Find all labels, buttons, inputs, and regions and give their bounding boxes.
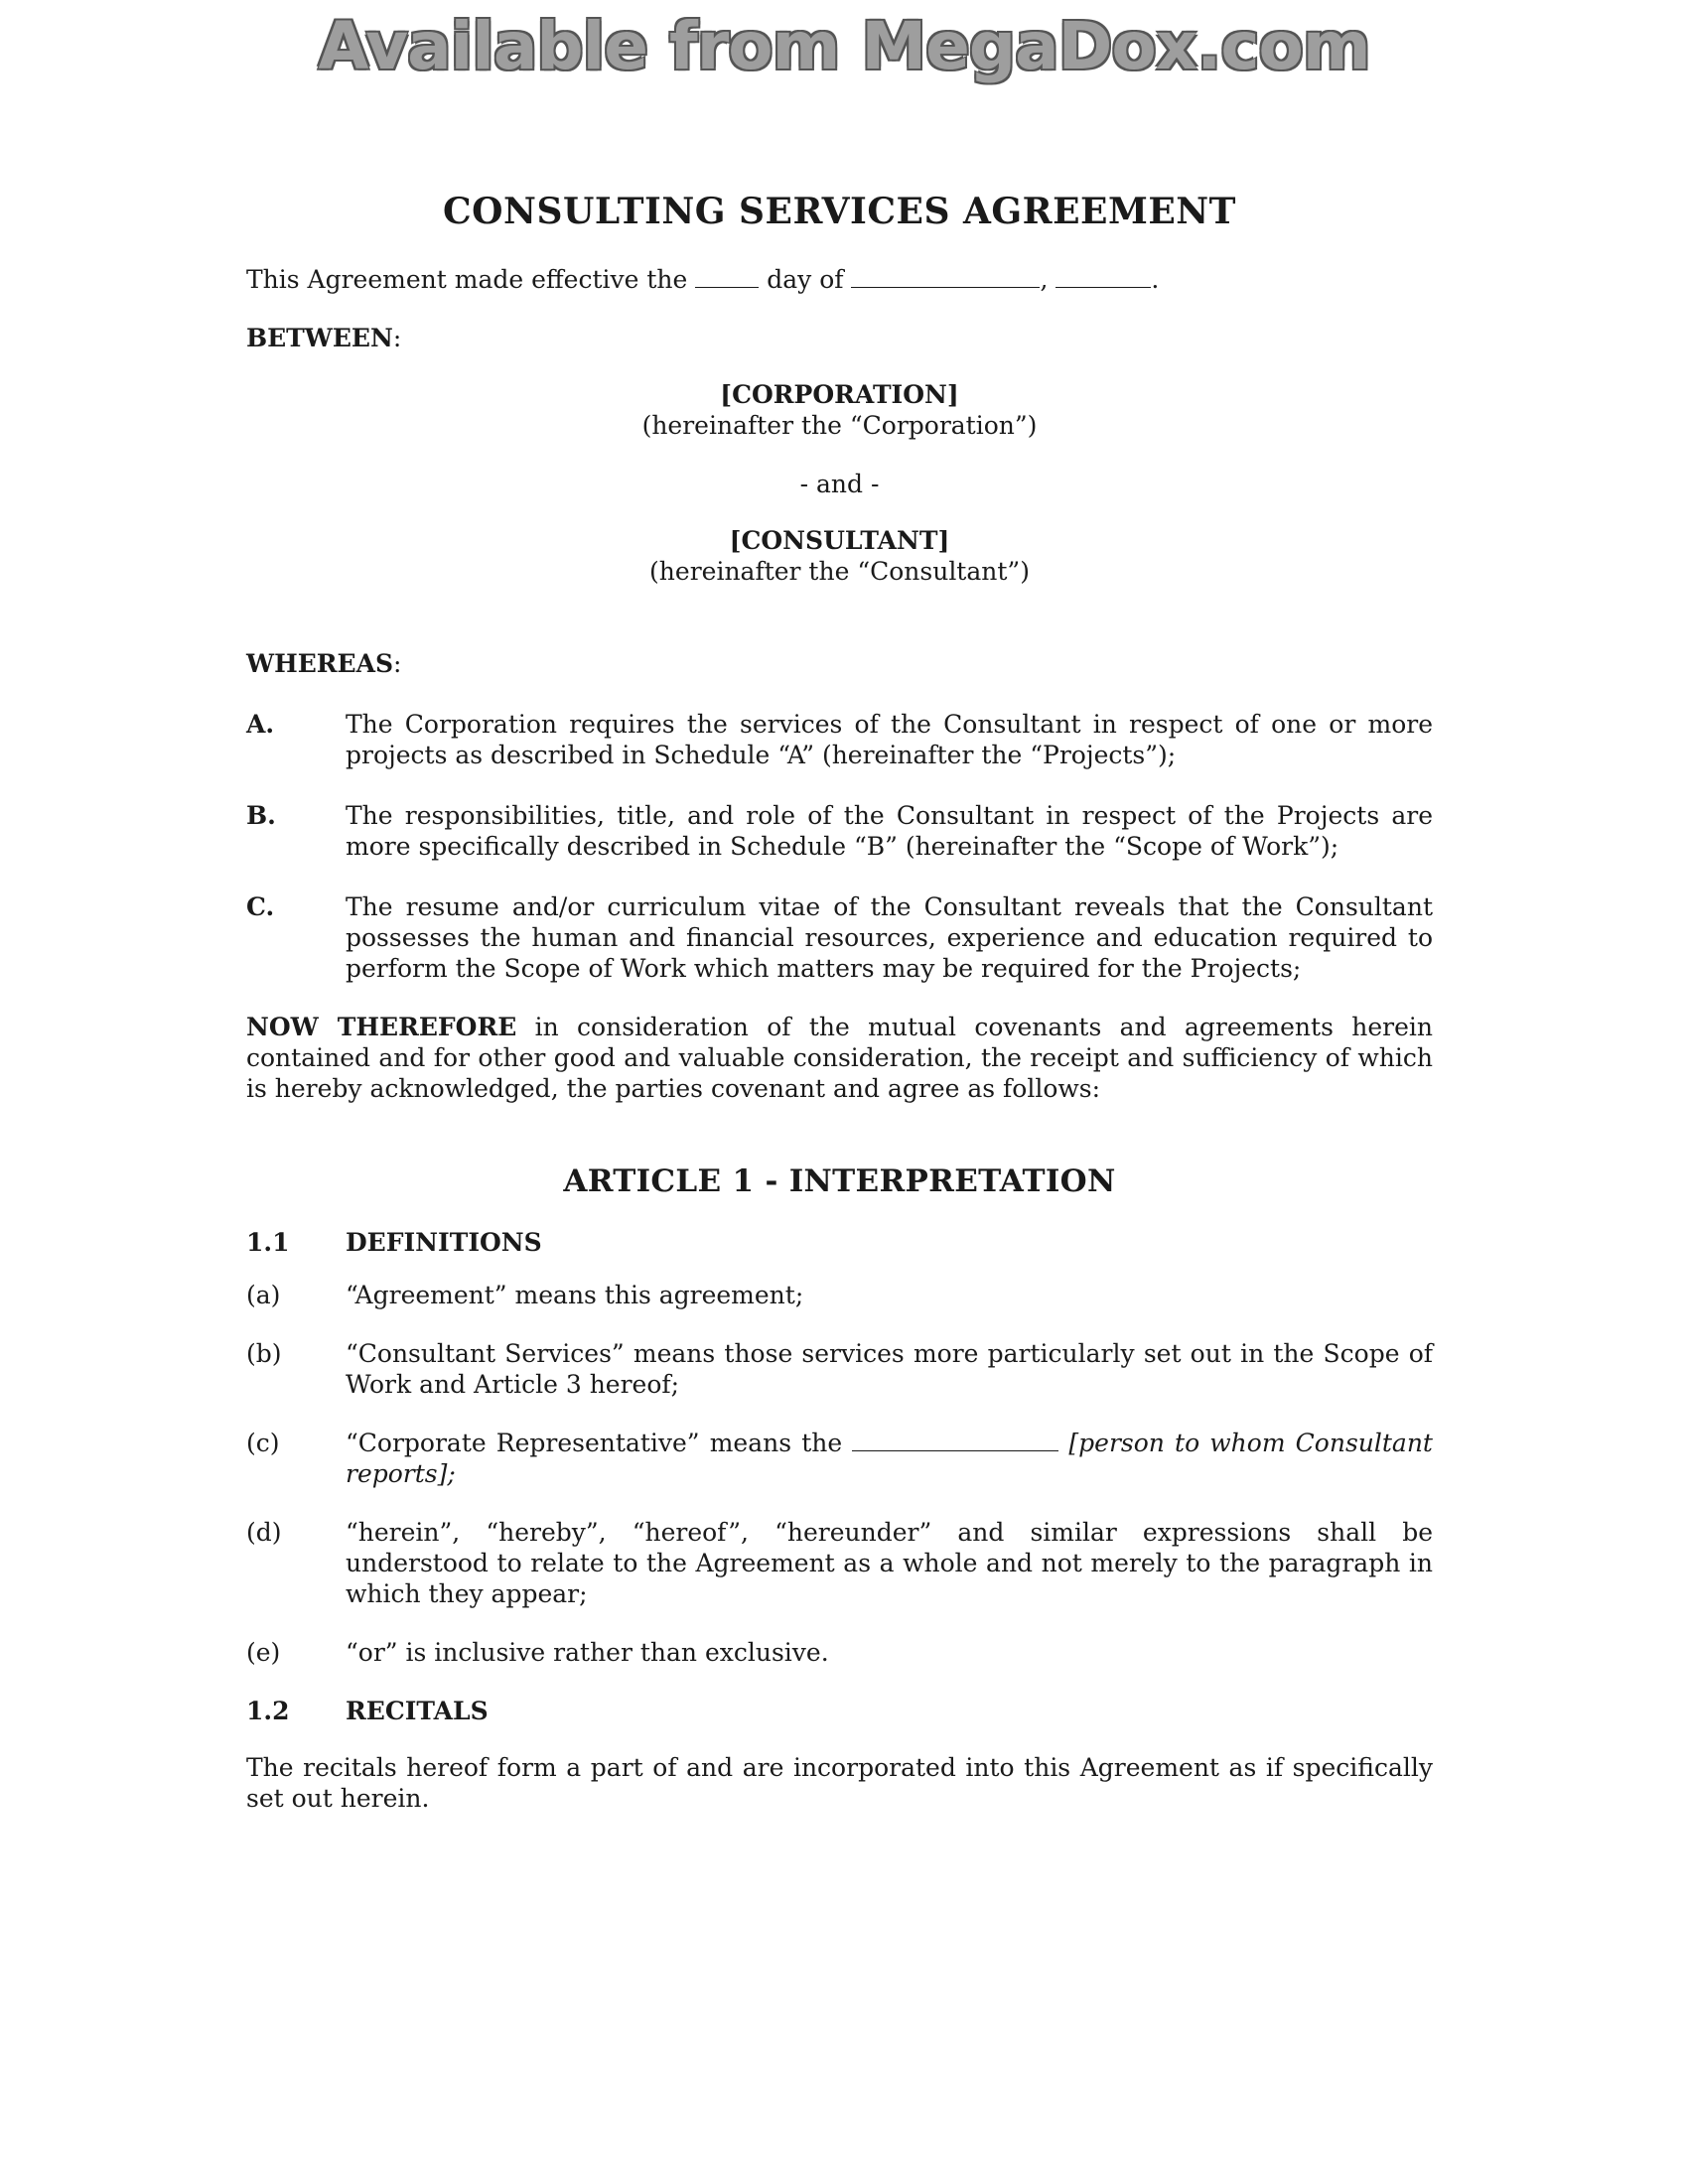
- document-page: [246, 191, 1433, 1814]
- article-1-heading: ARTICLE 1 - INTERPRETATION: [563, 1163, 1116, 1199]
- party-corporation-name: [CORPORATION]: [720, 380, 959, 409]
- definition-text-block: [346, 1428, 1433, 1489]
- definition-d: [246, 1517, 1433, 1609]
- section-title: DEFINITIONS: [346, 1228, 542, 1257]
- whereas-label: WHEREAS: [246, 649, 394, 678]
- definition-note: [person to whom Consultant reports];: [346, 1429, 1433, 1488]
- definition-text: “herein”, “hereby”, “hereof”, “hereunder” and similar expressions shall be understood to relate to the Agreement as a whole and not merely to the paragraph in which they appear;: [346, 1518, 1433, 1608]
- definition-label: (a): [246, 1281, 281, 1309]
- definition-label: (e): [246, 1638, 281, 1667]
- effective-comma: ,: [1040, 265, 1049, 294]
- effective-prefix: This Agreement made effective the: [246, 265, 688, 294]
- between-colon: :: [392, 324, 402, 352]
- definition-b: [246, 1338, 1433, 1400]
- effective-date-line: [246, 264, 1433, 295]
- party-consultant: [246, 525, 1433, 587]
- section-number: 1.2: [246, 1697, 290, 1725]
- recital-text: The responsibilities, title, and role of the Consultant in respect of the Projects are more specifically described in Schedule “B” (hereinafter the “Scope of Work”);: [346, 801, 1433, 861]
- section-1-2-heading: [246, 1696, 1433, 1726]
- watermark: Available from MegaDox.com: [318, 8, 1370, 84]
- section-title: RECITALS: [346, 1697, 489, 1725]
- recital-a: [246, 709, 1433, 770]
- representative-blank: [852, 1429, 1058, 1451]
- effective-day-of: day of: [767, 265, 844, 294]
- party-corporation: [246, 379, 1433, 441]
- recital-label: A.: [246, 710, 275, 739]
- recital-c: [246, 891, 1433, 984]
- definition-text: “Agreement” means this agreement;: [346, 1281, 804, 1309]
- section-1-1-heading: [246, 1227, 1433, 1258]
- recital-label: C.: [246, 892, 275, 921]
- year-blank: [1055, 265, 1151, 288]
- whereas-colon: :: [393, 649, 402, 678]
- party-consultant-desc: (hereinafter the “Consultant”): [649, 557, 1030, 586]
- definition-c: [246, 1428, 1433, 1489]
- between-label: BETWEEN: [246, 324, 393, 352]
- definition-text: “Consultant Services” means those services more particularly set out in the Scope of Work and Article 3 hereof;: [346, 1339, 1433, 1399]
- recital-b: [246, 800, 1433, 862]
- definition-label: (d): [246, 1518, 282, 1547]
- between-heading: [246, 323, 1433, 353]
- month-blank: [851, 265, 1040, 288]
- definition-a: [246, 1280, 1433, 1310]
- and-separator: - and -: [799, 470, 880, 498]
- definition-e: [246, 1637, 1433, 1668]
- section-number: 1.1: [246, 1228, 290, 1257]
- now-therefore-text: in consideration of the mutual covenants and agreements herein contained and for other good and valuable consideration, the receipt and sufficiency of which is hereby acknowledged, the parties covenant and agree as follows:: [246, 1013, 1433, 1103]
- now-therefore-paragraph: [246, 1012, 1433, 1104]
- definition-label: (b): [246, 1339, 282, 1368]
- party-consultant-name: [CONSULTANT]: [729, 526, 950, 555]
- recital-label: B.: [246, 801, 276, 830]
- day-blank: [695, 265, 759, 288]
- document-title: CONSULTING SERVICES AGREEMENT: [443, 191, 1236, 232]
- now-therefore-label: NOW THEREFORE: [246, 1013, 517, 1041]
- definition-label: (c): [246, 1429, 280, 1457]
- party-corporation-desc: (hereinafter the “Corporation”): [641, 411, 1038, 440]
- whereas-heading: [246, 648, 1433, 679]
- recitals-paragraph: The recitals hereof form a part of and are incorporated into this Agreement as if specifically set out herein.: [246, 1753, 1433, 1813]
- recital-text: The Corporation requires the services of the Consultant in respect of one or more projects as described in Schedule “A” (hereinafter the “Projects”);: [346, 710, 1433, 769]
- recital-text: The resume and/or curriculum vitae of the Consultant reveals that the Consultant possesses the human and financial resources, experience and education required to perform the Scope of Work which matters may be required for the Projects;: [346, 892, 1433, 983]
- definition-text: “Corporate Representative” means the: [346, 1429, 843, 1457]
- definition-text: “or” is inclusive rather than exclusive.: [346, 1638, 829, 1667]
- effective-period: .: [1151, 265, 1160, 294]
